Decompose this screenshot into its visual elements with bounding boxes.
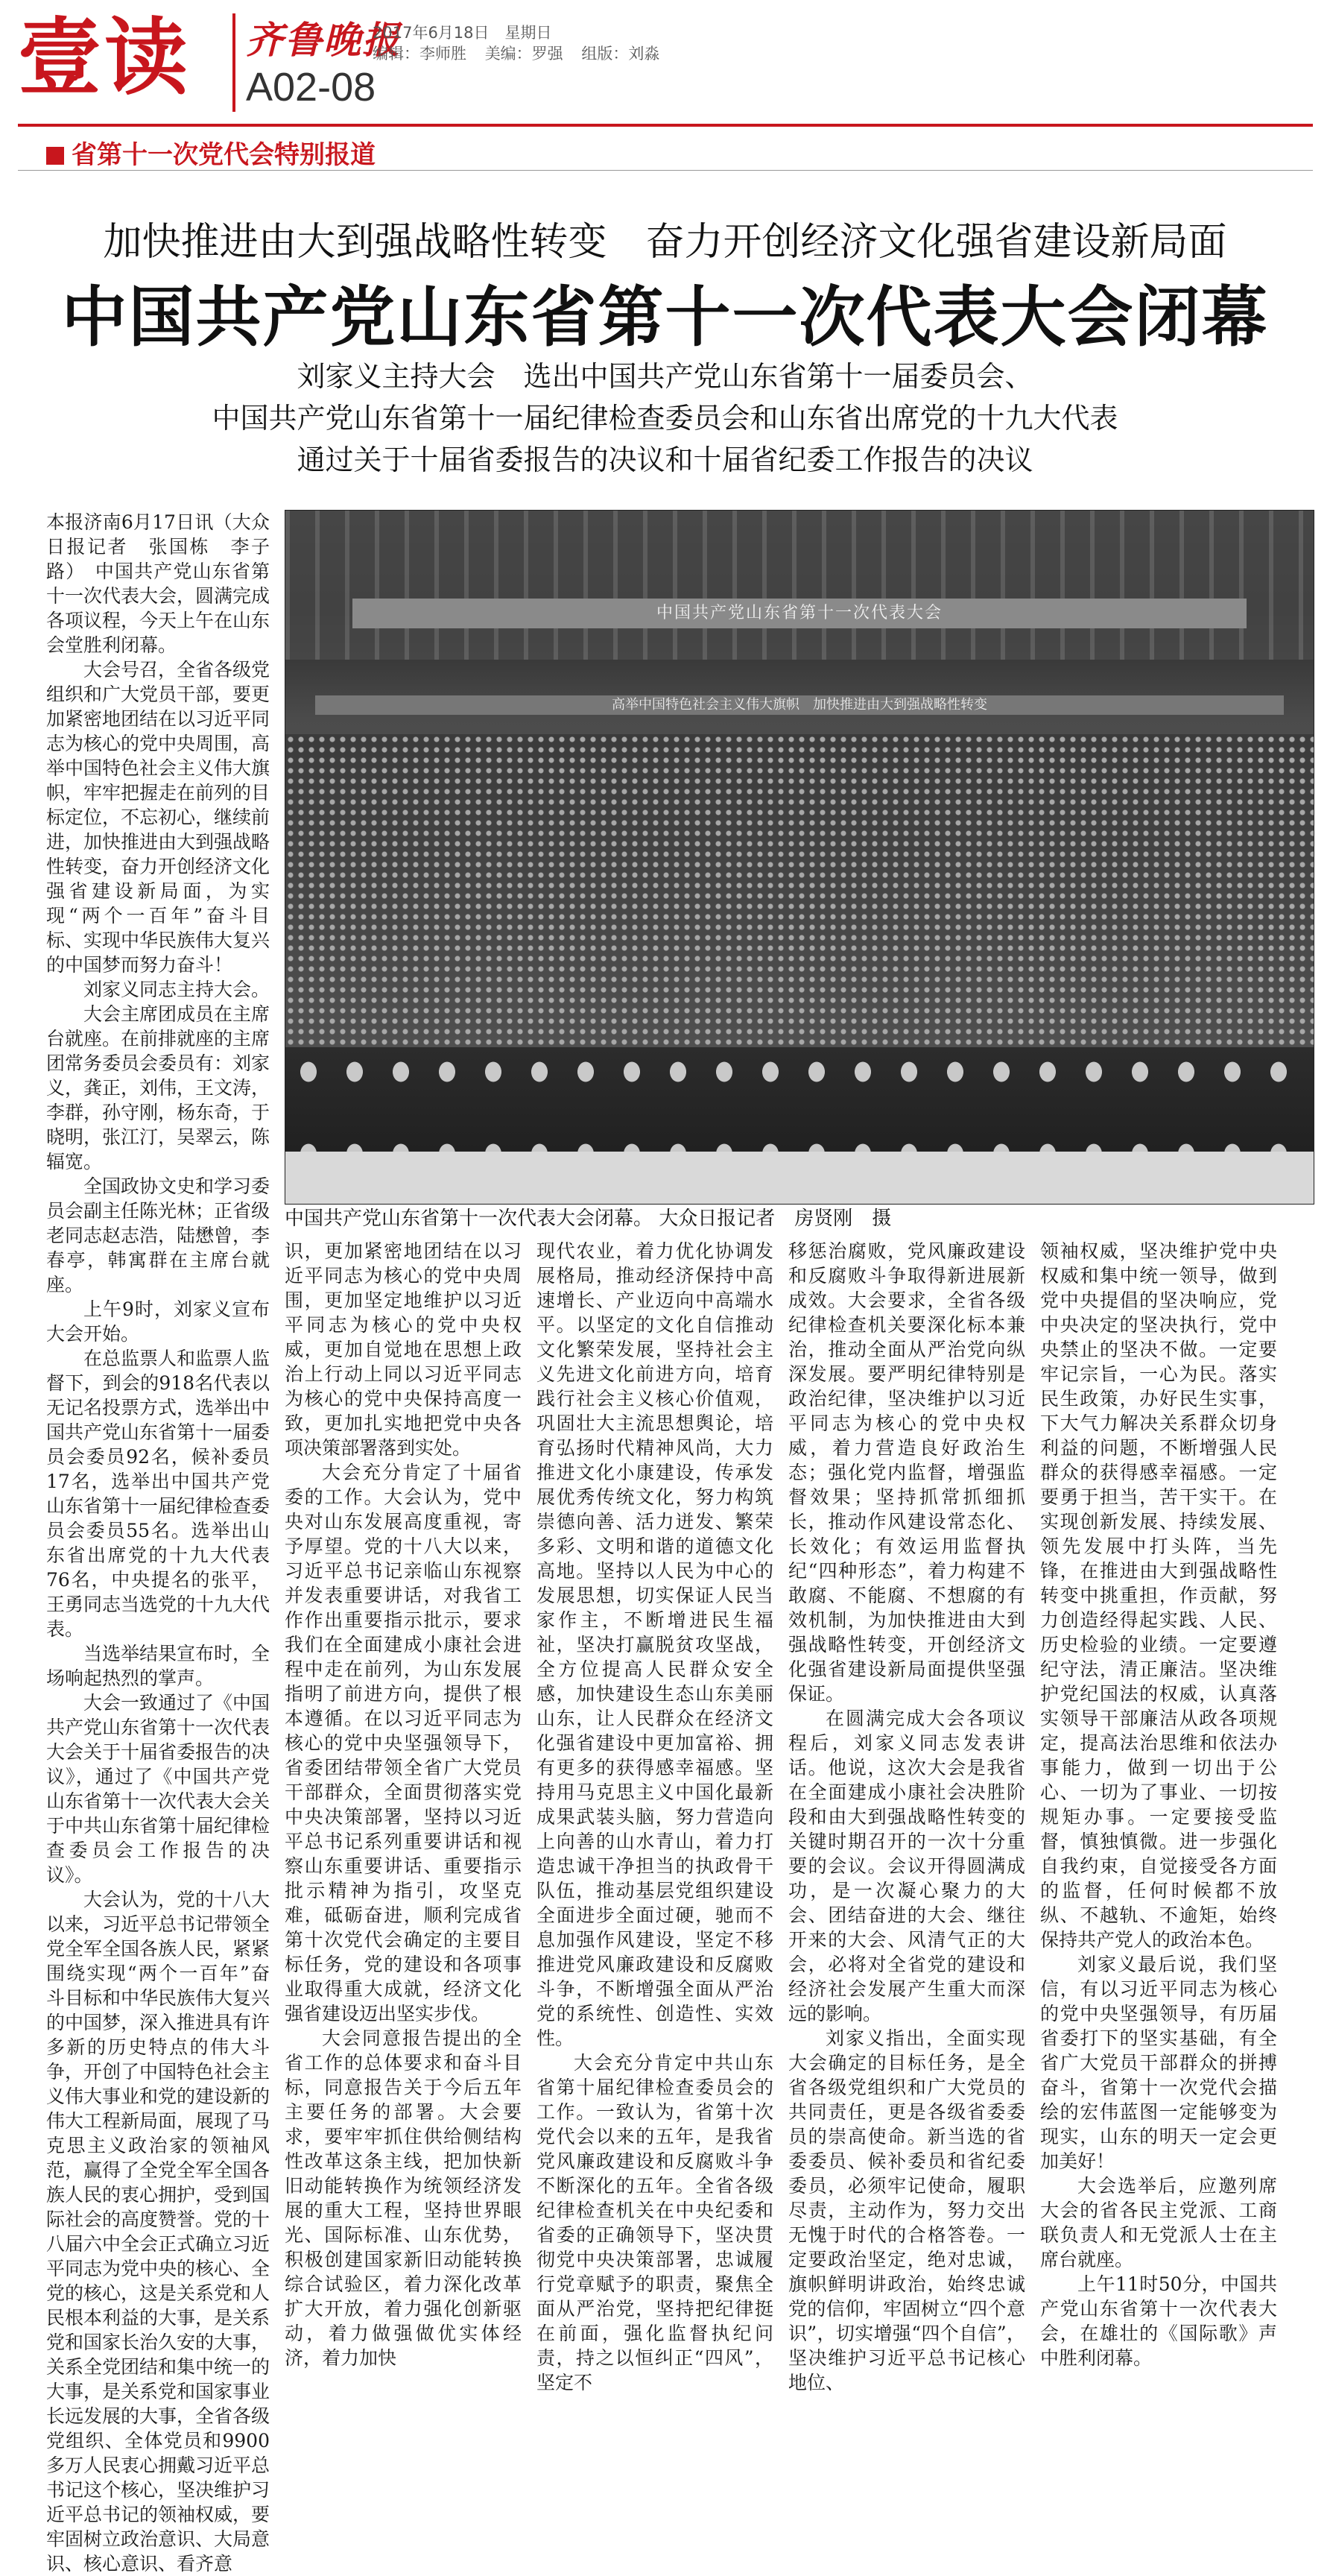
article-paragraph: 识，更加紧密地团结在以习近平同志为核心的党中央周围，更加坚定地维护以习近平同志为核心的党中央权威，更加自觉地在思想上政治上行动上同以习近平同志为核心的党中央保持高度一致，更加扎实地把党中央各项决策部署落到实处。 [285,1240,522,1459]
subheadline-1: 刘家义主持大会 选出中国共产党山东省第十一届委员会、 [297,360,1033,393]
editor-credits [373,42,673,64]
article-paragraph: 大会充分肯定了十届省委的工作。大会认为，党中央对山东发展高度重视，寄予厚望。党的十八大以来，习近平总书记亲临山东视察并发表重要讲话，对我省工作作出重要指示批示，要求我们在全面建成小康社会进程中走在前列，为山东发展指明了前进方向，提供了根本遵循。在以习近平同志为核心的党中央坚强领导下，省委团结带领全省广大党员干部群众，全面贯彻落实党中央决策部署，坚持以习近平总书记系列重要讲话和视察山东重要讲话、重要指示批示精神为指引，攻坚克难，砥砺奋进，顺利完成省第十次党代会确定的主要目标任务，党的建设和各项事业取得重大成就，经济文化强省建设迈出坚实步伐。 [285,1462,522,2024]
article-paragraph: 大会选举后，应邀列席大会的省各民主党派、工商联负责人和无党派人士在主席台就座。 [1040,2175,1277,2270]
proofreader: 组版：刘淼 [581,45,660,63]
article-paragraph: 大会一致通过了《中国共产党山东省第十一次代表大会关于十届省委报告的决议》，通过了《中国共产党山东省第十一次代表大会关于中共山东省第十届纪律检查委员会工作报告的决议》。 [46,1692,270,1886]
congress-hall-photo [285,510,1314,1205]
kicker-headline: 加快推进由大到强战略性转变 奋力开创经济文化强省建设新局面 [103,220,1227,265]
square-bullet-icon [46,147,64,165]
masthead [0,0,1330,130]
section-rule [18,170,1313,171]
special-report-text: 省第十一次党代会特别报道 [72,140,376,170]
subheadline-2: 中国共产党山东省第十一届纪律检查委员会和山东省出席党的十九大代表 [212,402,1118,435]
article-paragraph: 大会认为，党的十八大以来，习近平总书记带领全党全军全国各族人民，紧紧围绕实现“两个一百年”奋斗目标和中华民族伟大复兴的中国梦，深入推进具有许多新的历史特点的伟大斗争，开创了中国特色社会主义伟大事业和党的建设新的伟大工程新局面，展现了马克思主义政治家的领袖风范，赢得了全党全军全国各族人民的衷心拥护，受到国际社会的高度赞誉。党的十八届六中全会正式确立习近平同志为党中央的核心、全党的核心，这是关系党和人民根本利益的大事，是关系党和国家长治久安的大事，关系全党团结和集中统一的大事，是关系党和国家事业长远发展的大事，全省各级党组织、全体党员和9900多万人民衷心拥戴习近平总书记这个核心，坚决维护习近平总书记的领袖权威，要牢固树立政治意识、大局意识、核心意识、看齐意 [46,1889,270,2575]
article-paragraph: 本报济南6月17日讯（大众日报记者 张国栋 李子路） 中国共产党山东省第十一次代表大会，圆满完成各项议程，今天上午在山东会堂胜利闭幕。 [46,511,270,656]
article-paragraph: 移惩治腐败，党风廉政建设和反腐败斗争取得新进展新成效。大会要求，全省各级纪律检查机关要深化标本兼治，推动全面从严治党向纵深发展。要严明纪律特别是政治纪律，坚决维护以习近平同志为核心的党中央权威，着力营造良好政治生态；强化党内监督，增强监督效果；坚持抓常抓细抓长，推动作风建设常态化、长效化；有效运用监督执纪“四种形态”，着力构建不敢腐、不能腐、不想腐的有效机制，为加快推进由大到强战略性转变，开创经济文化强省建设新局面提供坚强保证。 [788,1240,1025,1705]
article-column-4 [788,1239,1025,2393]
article-paragraph: 现代农业，着力优化协调发展格局，推动经济保持中高速增长、产业迈向中高端水平。以坚定的文化自信推动文化繁荣发展，坚持社会主义先进文化前进方向，培育践行社会主义核心价值观，巩固壮大主流思想舆论，培育弘扬时代精神风尚，大力推进文化小康建设，传承发展优秀传统文化，努力构筑崇德向善、活力迸发、繁荣多彩、文明和谐的道德文化高地。坚持以人民为中心的发展思想，切实保证人民当家作主，不断增进民生福祉，坚决打赢脱贫攻坚战，全方位提高人民群众安全感，加快建设生态山东美丽山东，让人民群众在经济文化强省建设中更加富裕、拥有更多的获得感幸福感。坚持用马克思主义中国化最新成果武装头脑，努力营造向上向善的山水青山，着力打造忠诚干净担当的执政骨干队伍，推动基层党组织建设全面进步全面过硬，驰而不息加强作风建设，坚定不移推进党风廉政建设和反腐败斗争，不断增强全面从严治党的系统性、创造性、实效性。 [536,1240,773,2049]
article-paragraph: 上午11时50分，中国共产党山东省第十一次代表大会，在雄壮的《国际歌》声中胜利闭幕。 [1040,2273,1277,2369]
article-paragraph: 在圆满完成大会各项议程后，刘家义同志发表讲话。他说，这次大会是我省在全面建成小康社会决胜阶段和由大到强战略性转变的关键时期召开的一次十分重要的会议。会议开得圆满成功，是一次凝心聚力的大会、团结奋进的大会、继往开来的大会、风清气正的大会，必将对全省党的建设和经济社会发展产生重大而深远的影响。 [788,1708,1025,2024]
subheadline-3: 通过关于十届省委报告的决议和十届省纪委工作报告的决议 [297,443,1033,476]
photo-ceiling [285,511,1314,660]
photo-crowd [285,734,1314,1047]
section-title: 壹读 [18,10,191,107]
photo-balcony-banner: 高举中国特色社会主义伟大旗帜 加快推进由大到强战略性转变 [315,695,1284,715]
article-paragraph: 全国政协文史和学习委员会副主任陈光林；正省级老同志赵志浩，陆懋曾，李春亭，韩寓群在主席台就座。 [46,1175,270,1295]
special-report-label [46,134,376,171]
photo-banner: 中国共产党山东省第十一次代表大会 [352,599,1247,628]
article-paragraph: 上午9时，刘家义宣布大会开始。 [46,1298,270,1345]
article-column-2 [285,1239,522,2369]
article-paragraph: 在总监票人和监票人监督下，到会的918名代表以无记名投票方式，选举出中国共产党山东省第十一届委员会委员92名，候补委员17名，选举出中国共产党山东省第十一届纪律检查委员会委员55名。选举出山东省出席党的十九大代表76名，中央提名的张平，王勇同志当选党的十九大代表。 [46,1348,270,1640]
article-paragraph: 刘家义最后说，我们坚信，有以习近平同志为核心的党中央坚强领导，有历届省委打下的坚实基础，有全省广大党员干部群众的拼搏奋斗，省第十一次党代会描绘的宏伟蓝图一定能够变为现实，山东的明天一定会更加美好！ [1040,1954,1277,2172]
article-paragraph: 大会同意报告提出的全省工作的总体要求和奋斗目标，同意报告关于今后五年主要任务的部署。大会要求，要牢牢抓住供给侧结构性改革这条主线，把加快新旧动能转换作为统领经济发展的重大工程，坚持世界眼光、国际标准、山东优势，积极创建国家新旧动能转换综合试验区，着力深化改革扩大开放，着力强化创新驱动，着力做强做优实体经济，着力加快 [285,2027,522,2369]
issue-date: 2017年6月18日 星期日 [373,24,552,42]
article-column-1 [46,510,270,2575]
masthead-rule [18,124,1313,127]
article-paragraph: 大会号召，全省各级党组织和广大党员干部，要更加紧密地团结在以习近平同志为核心的党中央周围，高举中国特色社会主义伟大旗帜，牢牢把握走在前列的目标定位，不忘初心，继续前进，加快推进由大到强战略性转变，奋力开创经济文化强省建设新局面，为实现“两个一百年”奋斗目标、实现中华民族伟大复兴的中国梦而努力奋斗！ [46,659,270,976]
page-number: A02-08 [246,65,376,110]
editor: 编辑：李师胜 [373,45,466,63]
article-paragraph: 刘家义指出，全面实现大会确定的目标任务，是全省各级党组织和广大党员的共同责任，更是各级省委委员的崇高使命。新当选的省委委员、候补委员和省纪委委员，必须牢记使命，履职尽责，主动作为，努力交出无愧于时代的合格答卷。一定要政治坚定，绝对忠诚，旗帜鲜明讲政治，始终忠诚党的信仰，牢固树立“四个意识”，切实增强“四个自信”，坚决维护习近平总书记核心地位、 [788,2027,1025,2393]
article-paragraph: 大会充分肯定中共山东省第十届纪律检查委员会的工作。一致认为，省第十次党代会以来的五年，是我省党风廉政建设和反腐败斗争不断深化的五年。全省各级纪律检查机关在中央纪委和省委的正确领导下，坚决贯彻党中央决策部署，忠诚履行党章赋予的职责，聚焦全面从严治党，坚持把纪律挺在前面，强化监督执纪问责，持之以恒纠正“四风”，坚定不 [536,2052,773,2393]
designer: 美编：罗强 [484,45,563,63]
article-column-5 [1040,1239,1277,2369]
newspaper-name: 齐鲁晚报 [246,18,401,62]
photo-desk [285,1152,1314,1204]
article-column-3 [536,1239,773,2393]
article-paragraph: 大会主席团成员在主席台就座。在前排就座的主席团常务委员会委员有：刘家义，龚正，刘伟，王文涛，李群，孙守刚，杨东奇，于晓明，张江汀，吴翠云，陈辐宽。 [46,1003,270,1172]
article-paragraph: 刘家义同志主持大会。 [83,979,270,1000]
masthead-divider [232,13,235,112]
article-paragraph: 领袖权威，坚决维护党中央权威和集中统一领导，做到党中央提倡的坚决响应，党中央决定的坚决执行，党中央禁止的坚决不做。一定要牢记宗旨，一心为民。落实民生政策，办好民生实事，下大气力解决关系群众切身利益的问题，不断增强人民群众的获得感幸福感。一定要勇于担当，苦干实干。在实现创新发展、持续发展、领先发展中打头阵，当先锋，在推进由大到强战略性转变中挑重担，作贡献，努力创造经得起实践、人民、历史检验的业绩。一定要遵纪守法，清正廉洁。坚决维护党纪国法的权威，认真落实领导干部廉洁从政各项规定，提高法治思维和依法办事能力，做到一切出于公心、一切为了事业、一切按规矩办事。一定要接受监督，慎独慎微。进一步强化自我约束，自觉接受各方面的监督，任何时候都不放纵、不越轨、不逾矩，始终保持共产党人的政治本色。 [1040,1240,1277,1951]
main-headline: 中国共产党山东省第十一次代表大会闭幕 [61,279,1269,356]
photo-caption: 中国共产党山东省第十一次代表大会闭幕。 大众日报记者 房贤刚 摄 [285,1208,892,1230]
article-paragraph: 当选举结果宣布时，全场响起热烈的掌声。 [46,1643,270,1689]
